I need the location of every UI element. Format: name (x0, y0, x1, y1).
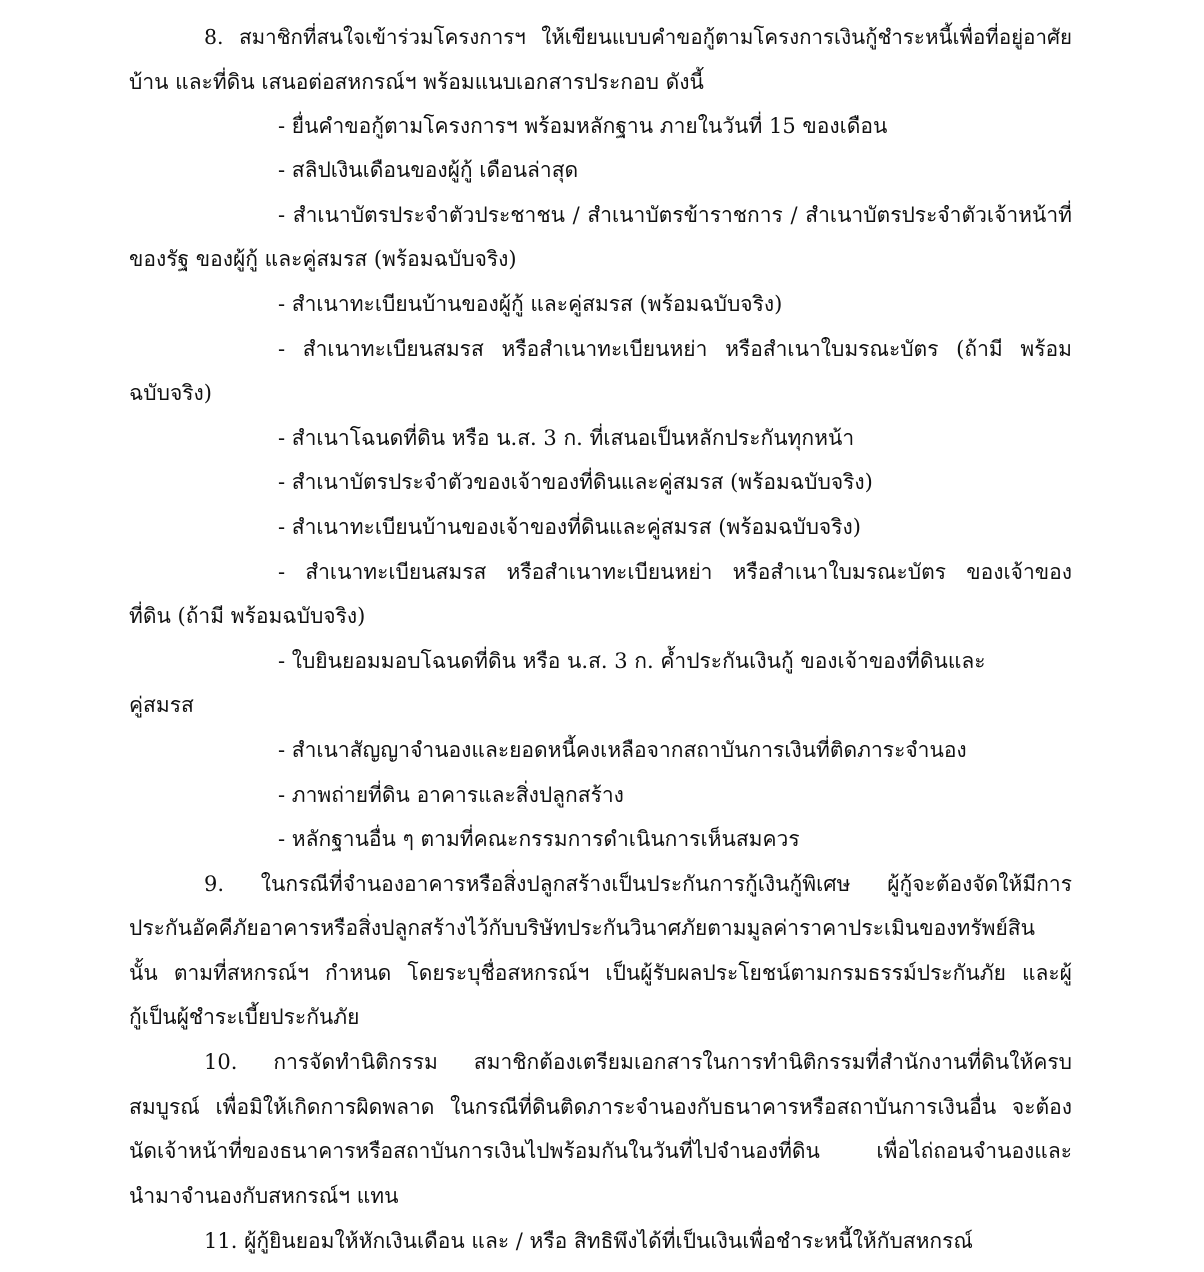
item-8-line-1: 8. สมาชิกที่สนใจเข้าร่วมโครงการฯ ให้เขียนแบบคำขอกู้ตามโครงการเงินกู้ชำระหนี้เพื่อที่อยู่อาศัย (204, 25, 1072, 49)
item-9-line-4: กู้เป็นผู้ชำระเบี้ยประกันภัย (129, 1005, 360, 1029)
item-9-line-1: 9. ในกรณีที่จำนองอาคารหรือสิ่งปลูกสร้างเป็นประกันการกู้เงินกู้พิเศษ ผู้กู้จะต้องจัดให้มีการ (204, 872, 1072, 896)
item-10-line-1: 10. การจัดทำนิติกรรม สมาชิกต้องเตรียมเอกสารในการทำนิติกรรมที่สำนักงานที่ดินให้ครบ (204, 1050, 1072, 1074)
item-9-line-2: ประกันอัคคีภัยอาคารหรือสิ่งปลูกสร้างไว้กับบริษัทประกันวินาศภัยตามมูลค่าราคาประเมินของทรัพย์สิน (129, 916, 1035, 940)
bullet-6: - สำเนาโฉนดที่ดิน หรือ น.ส. 3 ก. ที่เสนอเป็นหลักประกันทุกหน้า (278, 426, 855, 450)
bullet-5-line-1: - สำเนาทะเบียนสมรส หรือสำเนาทะเบียนหย่า หรือสำเนาใบมรณะบัตร (ถ้ามี พร้อม (278, 337, 1072, 361)
bullet-1: - ยื่นคำขอกู้ตามโครงการฯ พร้อมหลักฐาน ภายในวันที่ 15 ของเดือน (278, 114, 888, 138)
bullet-5-line-2: ฉบับจริง) (129, 381, 212, 405)
item-10-line-2: สมบูรณ์ เพื่อมิให้เกิดการผิดพลาด ในกรณีที่ดินติดภาระจำนองกับธนาคารหรือสถาบันการเงินอื่น จะต้อง (129, 1095, 1072, 1119)
bullet-8: - สำเนาทะเบียนบ้านของเจ้าของที่ดินและคู่สมรส (พร้อมฉบับจริง) (278, 515, 861, 539)
bullet-3-line-1: - สำเนาบัตรประจำตัวประชาชน / สำเนาบัตรข้าราชการ / สำเนาบัตรประจำตัวเจ้าหน้าที่ (278, 203, 1072, 227)
item-10-line-3: นัดเจ้าหน้าที่ของธนาคารหรือสถาบันการเงินไปพร้อมกันในวันที่ไปจำนองที่ดิน เพื่อไถ่ถอนจำนองและ (129, 1139, 1072, 1163)
item-8-line-2: บ้าน และที่ดิน เสนอต่อสหกรณ์ฯ พร้อมแนบเอกสารประกอบ ดังนี้ (129, 70, 704, 94)
bullet-11: - สำเนาสัญญาจำนองและยอดหนี้คงเหลือจากสถาบันการเงินที่ติดภาระจำนอง (278, 738, 967, 762)
bullet-9-line-2: ที่ดิน (ถ้ามี พร้อมฉบับจริง) (129, 604, 366, 628)
bullet-2: - สลิปเงินเดือนของผู้กู้ เดือนล่าสุด (278, 158, 579, 182)
item-11-line-1: 11. ผู้กู้ยินยอมให้หักเงินเดือน และ / หรือ สิทธิพึงได้ที่เป็นเงินเพื่อชำระหนี้ให้กับสหกรณ์ (204, 1229, 973, 1253)
item-9-line-3: นั้น ตามที่สหกรณ์ฯ กำหนด โดยระบุชื่อสหกรณ์ฯ เป็นผู้รับผลประโยชน์ตามกรมธรรม์ประกันภัย และผู้ (129, 961, 1072, 985)
bullet-12: - ภาพถ่ายที่ดิน อาคารและสิ่งปลูกสร้าง (278, 783, 624, 807)
bullet-7: - สำเนาบัตรประจำตัวของเจ้าของที่ดินและคู่สมรส (พร้อมฉบับจริง) (278, 470, 873, 494)
bullet-4: - สำเนาทะเบียนบ้านของผู้กู้ และคู่สมรส (พร้อมฉบับจริง) (278, 292, 783, 316)
bullet-10-line-2: คู่สมรส (129, 693, 194, 717)
item-10-line-4: นำมาจำนองกับสหกรณ์ฯ แทน (129, 1184, 399, 1208)
bullet-3-line-2: ของรัฐ ของผู้กู้ และคู่สมรส (พร้อมฉบับจริง) (129, 247, 517, 271)
bullet-13: - หลักฐานอื่น ๆ ตามที่คณะกรรมการดำเนินการเห็นสมควร (278, 827, 800, 851)
bullet-10-line-1: - ใบยินยอมมอบโฉนดที่ดิน หรือ น.ส. 3 ก. ค้ำประกันเงินกู้ ของเจ้าของที่ดินและ (278, 649, 986, 673)
bullet-9-line-1: - สำเนาทะเบียนสมรส หรือสำเนาทะเบียนหย่า หรือสำเนาใบมรณะบัตร ของเจ้าของ (278, 560, 1072, 584)
